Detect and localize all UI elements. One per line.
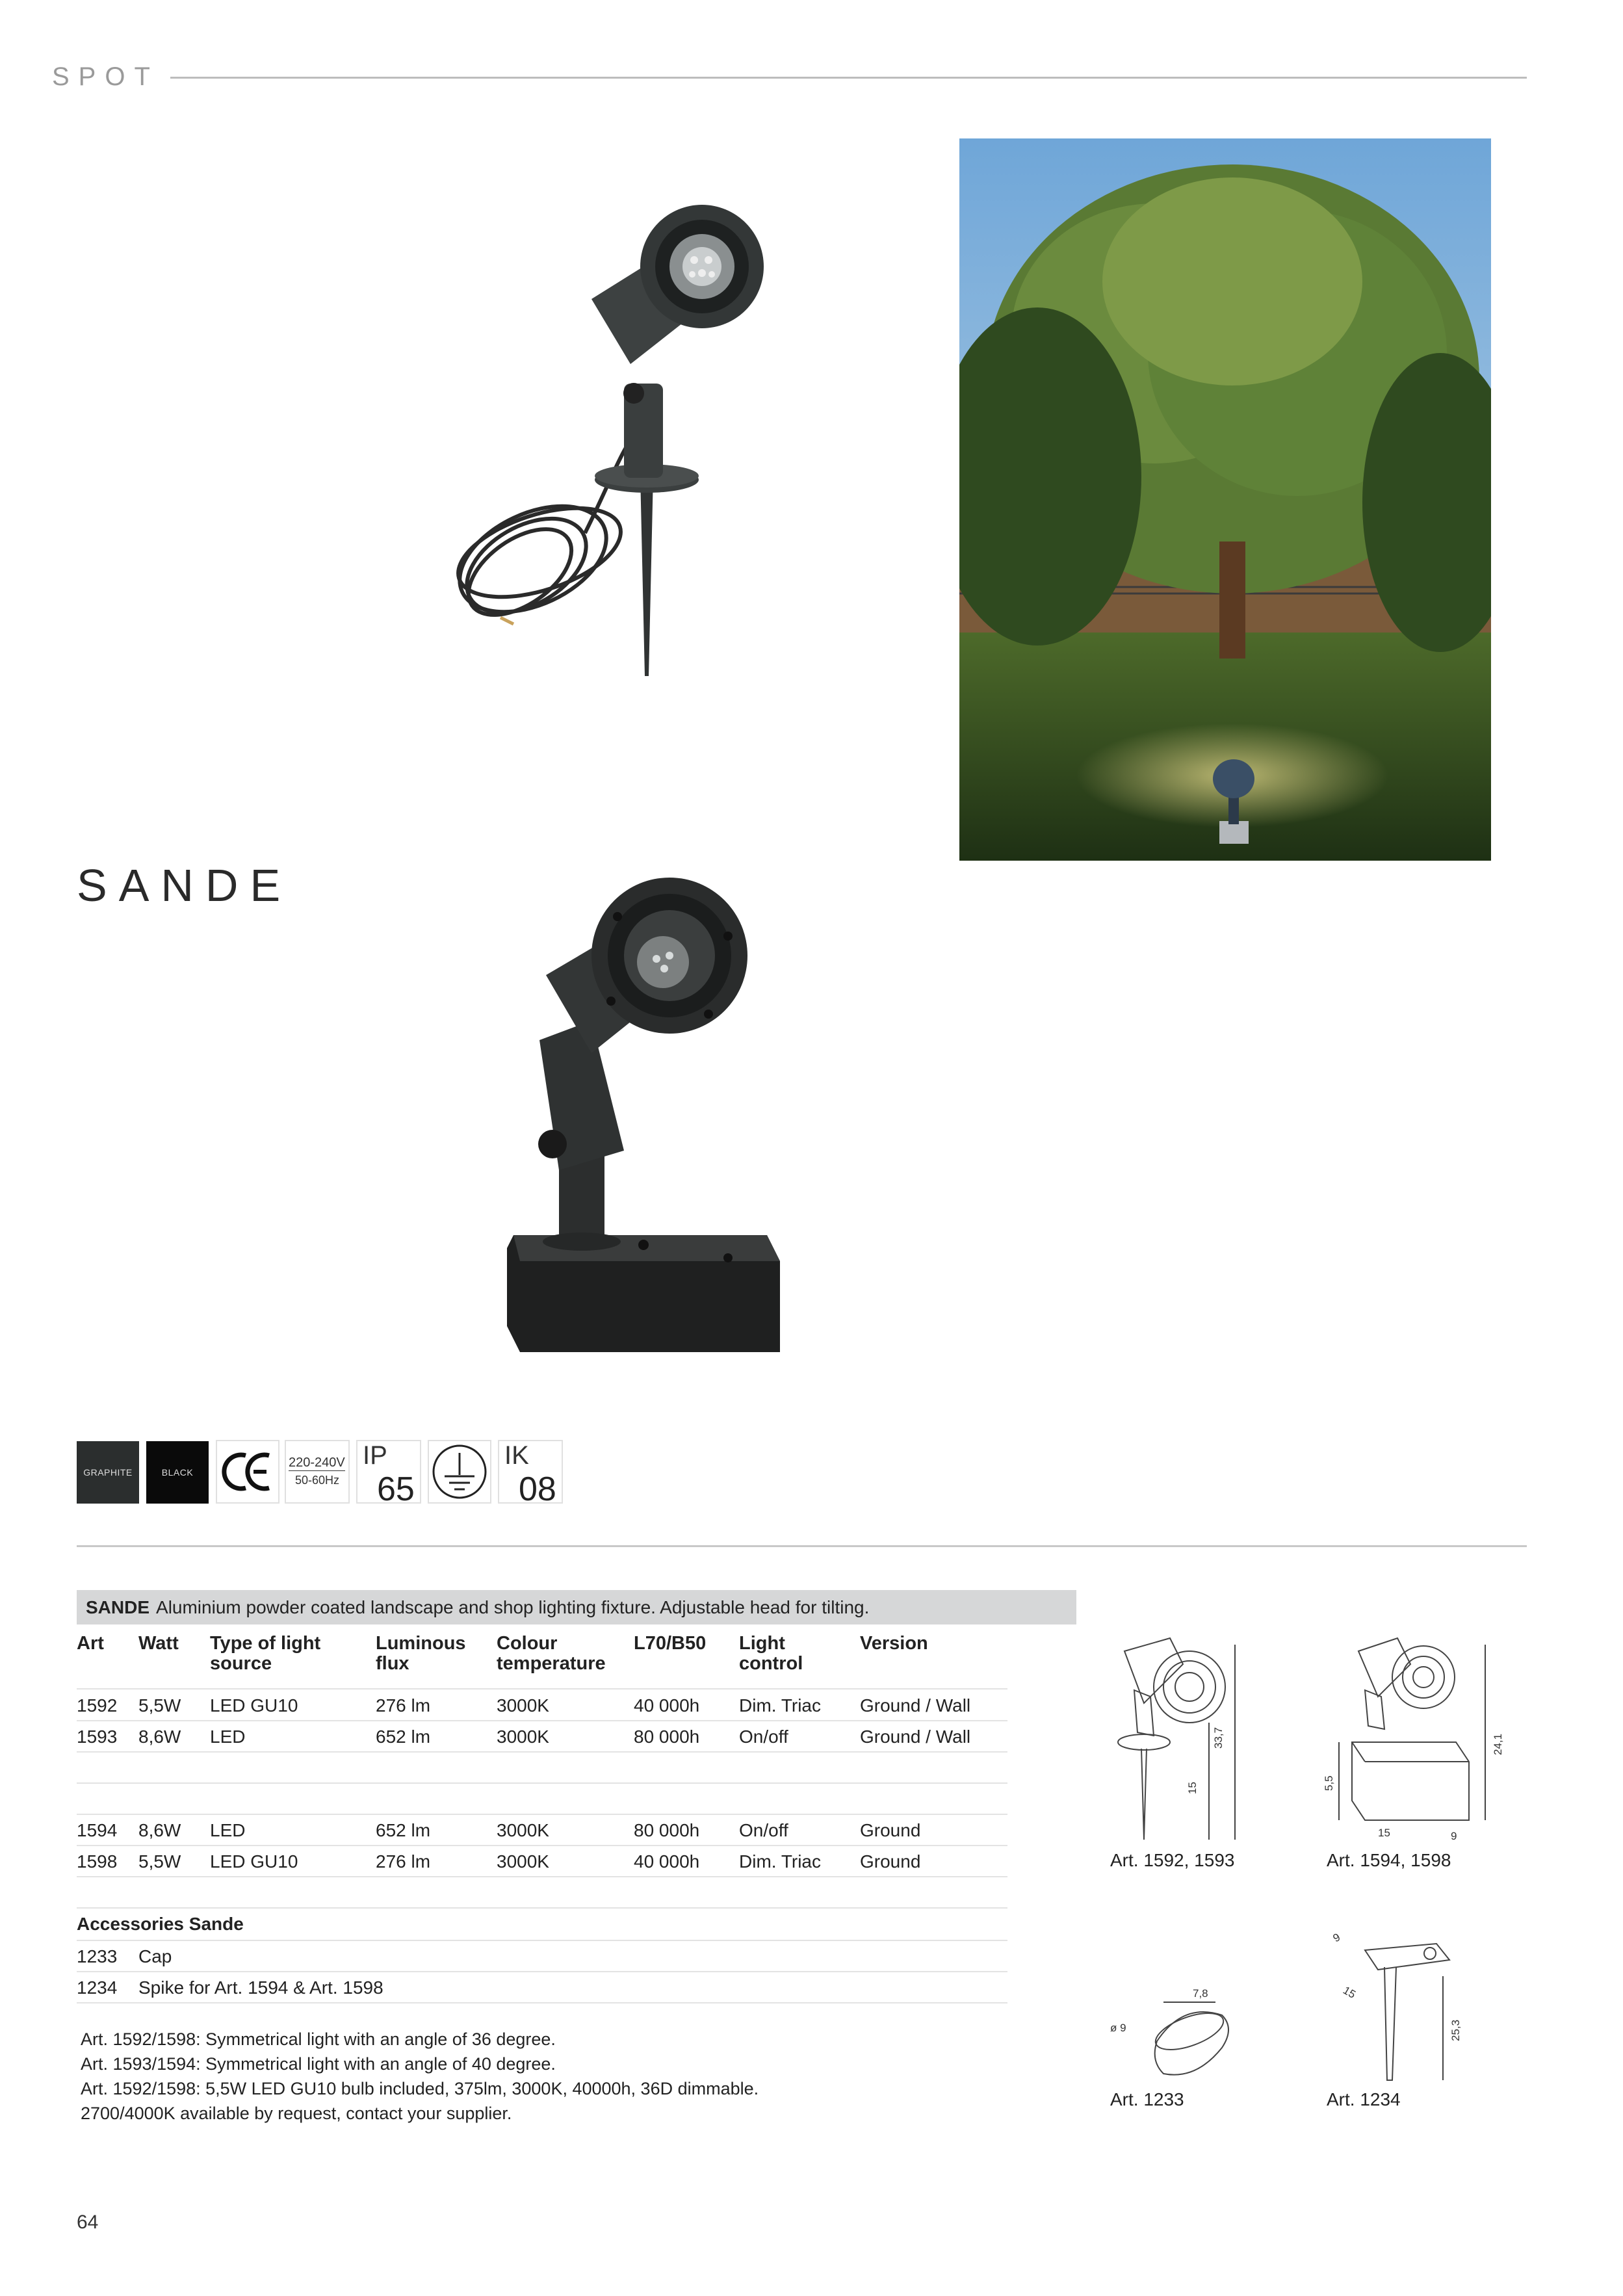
drawing-caption: Art. 1233 bbox=[1110, 2089, 1184, 2109]
swatch-black: BLACK bbox=[146, 1441, 209, 1504]
drawing-caption: Art. 1234 bbox=[1327, 2089, 1401, 2109]
header-divider bbox=[170, 77, 1527, 79]
ip-value: 65 bbox=[377, 1470, 415, 1508]
section-label: SPOT bbox=[52, 62, 159, 91]
table-row: 1594 8,6W LED 652 lm 3000K 80 000h On/off Ground bbox=[77, 1815, 1007, 1846]
col-header-colour: Colour temperature bbox=[497, 1633, 606, 1674]
table-row: 1592 5,5W LED GU10 276 lm 3000K 40 000h Dim. Triac Ground / Wall bbox=[77, 1690, 1007, 1721]
table-row-empty bbox=[77, 1877, 1007, 1909]
swatch-graphite: GRAPHITE bbox=[77, 1441, 139, 1504]
dimension-label: 25,3 bbox=[1449, 2019, 1462, 2041]
ip-label: IP bbox=[363, 1441, 387, 1470]
dimension-label: 7,8 bbox=[1193, 1987, 1208, 2000]
description-text: Aluminium powder coated landscape and shop lighting fixture. Adjustable head for tilting. bbox=[156, 1597, 870, 1617]
drawing-box-version bbox=[1313, 1625, 1508, 1846]
product-name: SANDE bbox=[77, 860, 292, 911]
ce-mark bbox=[216, 1440, 279, 1504]
dimension-label: 9 bbox=[1331, 1931, 1343, 1945]
drawing-spike-accessory bbox=[1319, 1924, 1475, 2087]
frequency-text: 50-60Hz bbox=[295, 1474, 340, 1487]
ik-rating-badge bbox=[498, 1440, 563, 1508]
section-divider bbox=[77, 1545, 1527, 1547]
accessory-row: 1234 Spike for Art. 1594 & Art. 1598 bbox=[77, 1972, 1007, 2003]
col-header-art: Art bbox=[77, 1633, 104, 1654]
ik-label: IK bbox=[504, 1441, 529, 1470]
drawing-caption: Art. 1592, 1593 bbox=[1110, 1850, 1235, 1870]
voltage-badge bbox=[285, 1440, 350, 1504]
dimension-label: 15 bbox=[1341, 1984, 1358, 2001]
table-row-empty bbox=[77, 1753, 1007, 1784]
drawing-cap bbox=[1105, 1976, 1254, 2093]
description-bar bbox=[77, 1590, 1076, 1624]
col-header-flux: Luminous flux bbox=[376, 1633, 466, 1674]
protective-earth-icon bbox=[428, 1440, 491, 1504]
dimension-label: ø 9 bbox=[1110, 2022, 1126, 2034]
dimension-label: 15 bbox=[1378, 1827, 1390, 1839]
product-photo-spike bbox=[416, 169, 819, 702]
product-notes bbox=[81, 2027, 759, 2126]
accessories-title: Accessories Sande bbox=[77, 1914, 244, 1934]
voltage-text: 220-240V bbox=[289, 1455, 345, 1470]
dimension-label: 9 bbox=[1451, 1830, 1457, 1842]
note-line: 2700/4000K available by request, contact your supplier. bbox=[81, 2104, 512, 2123]
table-row: 1593 8,6W LED 652 lm 3000K 80 000h On/off Ground / Wall bbox=[77, 1721, 1007, 1753]
note-line: Art. 1592/1598: Symmetrical light with an angle of 36 degree. bbox=[81, 2029, 556, 2049]
ik-value: 08 bbox=[519, 1470, 556, 1508]
col-header-watt: Watt bbox=[138, 1633, 179, 1654]
col-header-l70: L70/B50 bbox=[634, 1633, 707, 1654]
ip-rating-badge bbox=[356, 1440, 421, 1508]
table-row: 1598 5,5W LED GU10 276 lm 3000K 40 000h Dim. Triac Ground bbox=[77, 1846, 1007, 1877]
dimension-label: 24,1 bbox=[1492, 1733, 1504, 1755]
product-photo-box bbox=[481, 871, 793, 1365]
ambient-photo bbox=[959, 138, 1491, 861]
col-header-control: Light control bbox=[739, 1633, 803, 1674]
dimension-label: 33,7 bbox=[1212, 1727, 1225, 1749]
col-header-type: Type of light source bbox=[210, 1633, 321, 1674]
note-line: Art. 1592/1598: 5,5W LED GU10 bulb included, 375lm, 3000K, 40000h, 36D dimmable. bbox=[81, 2079, 759, 2098]
note-line: Art. 1593/1594: Symmetrical light with an angle of 40 degree. bbox=[81, 2054, 556, 2074]
dimension-label: 15 bbox=[1186, 1782, 1199, 1794]
table-header-rule bbox=[77, 1688, 1007, 1689]
page-number: 64 bbox=[77, 2211, 99, 2233]
drawing-spike-version bbox=[1098, 1625, 1280, 1846]
drawing-caption: Art. 1594, 1598 bbox=[1327, 1850, 1451, 1870]
accessory-row: 1233 Cap bbox=[77, 1941, 1007, 1972]
table-row-empty bbox=[77, 1784, 1007, 1815]
col-header-version: Version bbox=[860, 1633, 928, 1654]
description-name: SANDE bbox=[86, 1597, 150, 1617]
dimension-label: 5,5 bbox=[1323, 1775, 1335, 1791]
